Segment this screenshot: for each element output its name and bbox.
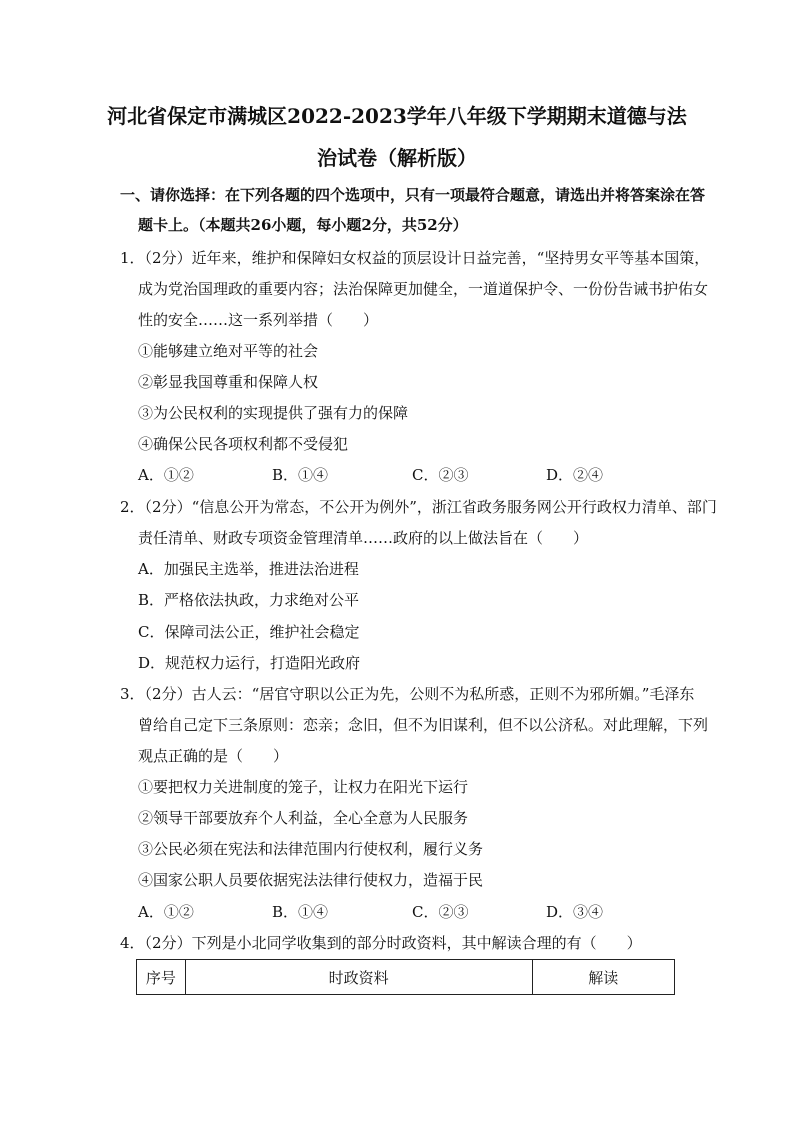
question-2-option-d: D．规范权力运行，打造阳光政府	[138, 654, 361, 672]
question-3-item-3: ③公民必须在宪法和法律范围内行使权利，履行义务	[138, 840, 484, 858]
question-3-stem-line-3: 观点正确的是（ ）	[138, 747, 289, 765]
question-1-stem-line-1: 1．（2分）近年来，维护和保障妇女权益的顶层设计日益完善，“坚持男女平等基本国策，	[120, 249, 710, 267]
question-4-stem-line-1: 4．（2分）下列是小北同学收集到的部分时政资料，其中解读合理的有（ ）	[120, 934, 642, 952]
question-1-stem-line-2: 成为党治国理政的重要内容；法治保障更加健全，一道道保护令、一份份告诫书护佑女	[138, 280, 709, 298]
question-1-option-a: A．①②	[138, 466, 194, 484]
question-1-option-d: D．②④	[546, 466, 604, 484]
question-3-option-d: D．③④	[546, 903, 604, 921]
question-1-option-b: B．①④	[272, 466, 329, 484]
question-2-stem-line-2: 责任清单、财政专项资金管理清单……政府的以上做法旨在（ ）	[138, 529, 589, 547]
question-3-item-1: ①要把权力关进制度的笼子，让权力在阳光下运行	[138, 778, 469, 796]
question-3-stem-line-1: 3．（2分）古人云：“居官守职以公正为先，公则不为私所惑，正则不为邪所媚。”毛泽东	[120, 685, 695, 703]
question-2-option-c: C．保障司法公正，维护社会稳定	[138, 623, 360, 641]
table-header-interpretation: 解读	[532, 960, 675, 995]
question-2-option-b: B．严格依法执政，力求绝对公平	[138, 591, 360, 609]
question-3-option-b: B．①④	[272, 903, 329, 921]
question-3-option-c: C．②③	[412, 903, 469, 921]
table-header-material: 时政资料	[185, 960, 532, 995]
question-1-item-4: ④确保公民各项权利都不受侵犯	[138, 435, 349, 453]
question-3-option-a: A．①②	[138, 903, 194, 921]
table-header-row	[137, 960, 675, 995]
question-3-item-4: ④国家公职人员要依据宪法法律行使权力，造福于民	[138, 871, 484, 889]
question-1-item-2: ②彰显我国尊重和保障人权	[138, 373, 319, 391]
question-1-stem-line-3: 性的安全……这一系列举措（ ）	[138, 311, 379, 329]
section-instruction-line-1: 一、请你选择：在下列各题的四个选项中，只有一项最符合题意，请选出并将答案涂在答	[120, 186, 706, 204]
question-2-stem-line-1: 2．（2分）“信息公开为常态，不公开为例外”，浙江省政务服务网公开行政权力清单、部门	[120, 498, 717, 516]
section-instruction-line-2: 题卡上。（本题共26小题，每小题2分，共52分）	[138, 216, 468, 234]
question-1-option-c: C．②③	[412, 466, 469, 484]
table-header-number: 序号	[137, 960, 186, 995]
question-1-item-3: ③为公民权利的实现提供了强有力的保障	[138, 404, 409, 422]
question-3-stem-line-2: 曾给自己定下三条原则：恋亲；念旧，但不为旧谋利，但不以公济私。对此理解，下列	[138, 716, 709, 734]
question-4-table	[136, 959, 675, 995]
question-2-option-a: A．加强民主选举，推进法治进程	[138, 560, 359, 578]
question-1-item-1: ①能够建立绝对平等的社会	[138, 342, 319, 360]
exam-title-line-1: 河北省保定市满城区2022-2023学年八年级下学期期末道德与法	[107, 104, 687, 128]
exam-title-line-2: 治试卷（解析版）	[317, 146, 477, 170]
question-3-item-2: ②领导干部要放弃个人利益，全心全意为人民服务	[138, 809, 469, 827]
